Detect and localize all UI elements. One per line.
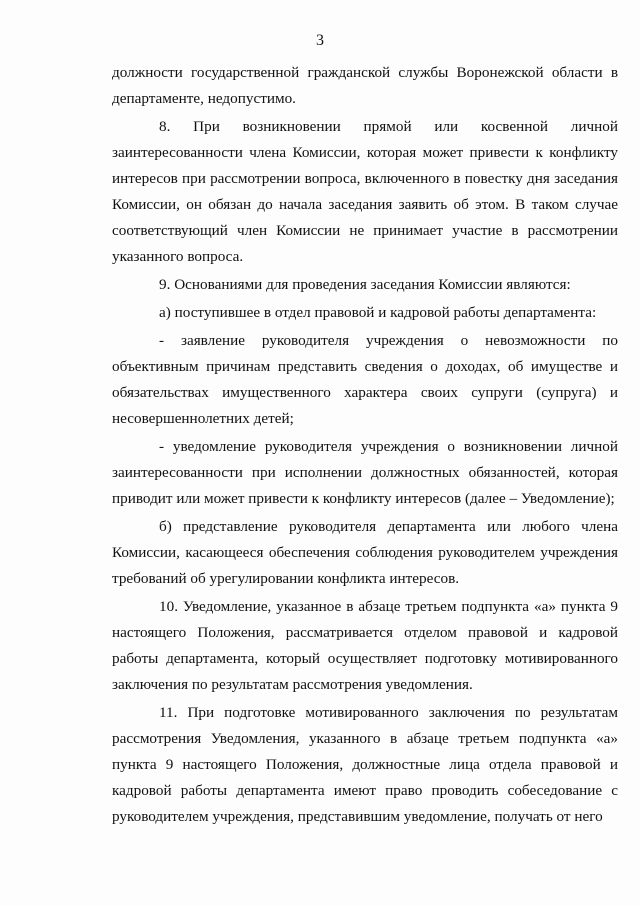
paragraph-11: 11. При подготовке мотивированного заключения по результатам рассмотрения Уведомления, указанного в абзаце третьем подпункта «а» пункта 9 настоящего Положения, должностные лица отдела правовой и кадровой работы департамента имеют право проводить собеседование с руководителем учреждения, представившим уведомление, получать от него (112, 704, 618, 825)
paragraph-9b: б) представление руководителя департамента или любого члена Комиссии, касающееся обеспечения соблюдения руководителем учреждения требований об урегулировании конфликта интересов. (112, 518, 618, 587)
paragraph-8: 8. При возникновении прямой или косвенной личной заинтересованности члена Комиссии, которая может привести к конфликту интересов при рассмотрении вопроса, включенного в повестку дня заседания Комиссии, он обязан до начала заседания заявить об этом. В таком случае соответствующий член Комиссии не принимает участие в рассмотрении указанного вопроса. (112, 118, 618, 265)
paragraph-9a-item-2: - уведомление руководителя учреждения о возникновении личной заинтересованности при исполнении должностных обязанностей, которая приводит или может привести к конфликту интересов (далее – Уведомление); (112, 438, 618, 507)
paragraph-continuation: должности государственной гражданской службы Воронежской области в департаменте, недопустимо. (112, 64, 618, 107)
paragraph-9: 9. Основаниями для проведения заседания Комиссии являются: (159, 276, 571, 293)
document-body (112, 60, 618, 830)
paragraph-9a: а) поступившее в отдел правовой и кадровой работы департамента: (159, 304, 597, 321)
paragraph-10: 10. Уведомление, указанное в абзаце третьем подпункта «а» пункта 9 настоящего Положения, рассматривается отделом правовой и кадровой работы департамента, который осуществляет подготовку мотивированного заключения по результатам рассмотрения уведомления. (112, 598, 618, 693)
paragraph-9a-item-1: - заявление руководителя учреждения о невозможности по объективным причинам представить сведения о доходах, об имуществе и обязательствах имущественного характера своих супруги (супруга) и несовершеннолетних детей; (112, 332, 618, 427)
page-number: 3 (316, 32, 324, 49)
